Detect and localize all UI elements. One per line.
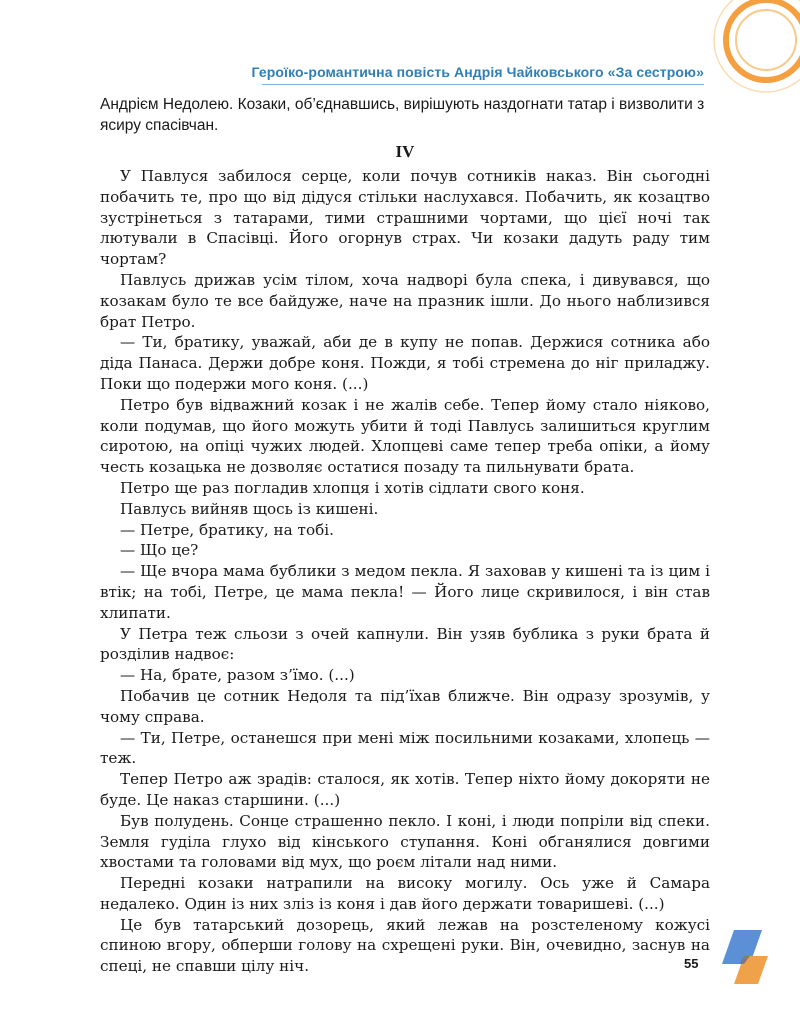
paragraph: — Що це? xyxy=(120,541,199,560)
paragraph: — Ти, братику, уважай, аби де в купу не попав. Держися сотника або діда Панаса. Держи добре коня. Пожди, я тобі стремена до ніг приладжу. Поки що подержи мого коня. (...) xyxy=(100,333,710,393)
paragraph: Був полудень. Сонце страшенно пекло. І коні, і люди попріли від спеки. Земля гуділа глухо від кінського ступання. Коні обганялися довгими хвостами та головами від мух, що роєм літали над ними. xyxy=(100,811,710,872)
paragraph: Побачив це сотник Недоля та під’їхав ближче. Він одразу зрозумів, у чому справа. xyxy=(100,686,710,726)
intro-text: Андрієм Недолею. Козаки, об’єднавшись, вирішують наздогнати татар і визволити з ясиру спасівчан. xyxy=(100,96,705,134)
header-divider xyxy=(262,84,704,85)
paragraph: У Павлуся забилося серце, коли почув сотників наказ. Він сьогодні побачить те, про що від дідуся стільки наслухався. Побачить, як козацтво зустрінеться з татарами, тими страшними чортами, що цієї ночі так лютували в Спасівці. Його огорнув страх. Чи козаки дадуть раду тим чортам? xyxy=(100,167,710,269)
page-number: 55 xyxy=(684,956,699,971)
paragraph: — Ти, Петре, останешся при мені між посильними козаками, хлопець — теж. xyxy=(100,728,710,768)
paragraph: — На, брате, разом з’їмо. (...) xyxy=(120,666,355,685)
running-header-title: Героїко-романтична повість Андрія Чайковського «За сестрою» xyxy=(251,64,704,80)
story-body xyxy=(100,166,710,977)
paragraph: Це був татарський дозорець, який лежав на розстеленому кожусі спиною вгору, обперши голову на схрещені руки. Він, очевидно, заснув на спеці, не спавши цілу ніч. xyxy=(100,915,710,976)
paragraph: Передні козаки натрапили на високу могилу. Ось уже й Самара недалеко. Один із них зліз із коня і дав його держати товаришеві. (...) xyxy=(100,874,710,913)
paragraph: Петро був відважний козак і не жалів себе. Тепер йому стало ніяково, коли подумав, що його можуть убити й тоді Павлусь залишиться круглим сиротою, на опіці чужих людей. Хлопцеві саме тепер треба опіки, а йому честь козацька не дозволяє остатися позаду та пильнувати брата. xyxy=(100,395,710,477)
paragraph: — Ще вчора мама бублики з медом пекла. Я заховав у кишені та із цим і втік; на тобі, Петре, це мама пекла! — Його лице скривилося, і він став хлипати. xyxy=(100,562,710,622)
paragraph: — Петре, братику, на тобі. xyxy=(120,520,334,539)
paragraph: Павлусь вийняв щось із кишені. xyxy=(120,499,379,518)
paragraph: Петро ще раз погладив хлопця і хотів сідлати свого коня. xyxy=(120,478,585,497)
paragraph: У Петра теж сльози з очей капнули. Він узяв бублика з руки брата й розділив надвоє: xyxy=(100,624,710,664)
chapter-heading: IV xyxy=(395,142,415,161)
paragraph: Павлусь дрижав усім тілом, хоча надворі була спека, і дивувався, що козакам було те все байдуже, наче на празник ішли. До нього наблизився брат Петро. xyxy=(100,270,710,331)
paragraph: Тепер Петро аж зрадів: сталося, як хотів. Тепер ніхто йому докоряти не буде. Це наказ старшини. (...) xyxy=(100,770,710,809)
page-corner-decoration xyxy=(700,928,780,988)
